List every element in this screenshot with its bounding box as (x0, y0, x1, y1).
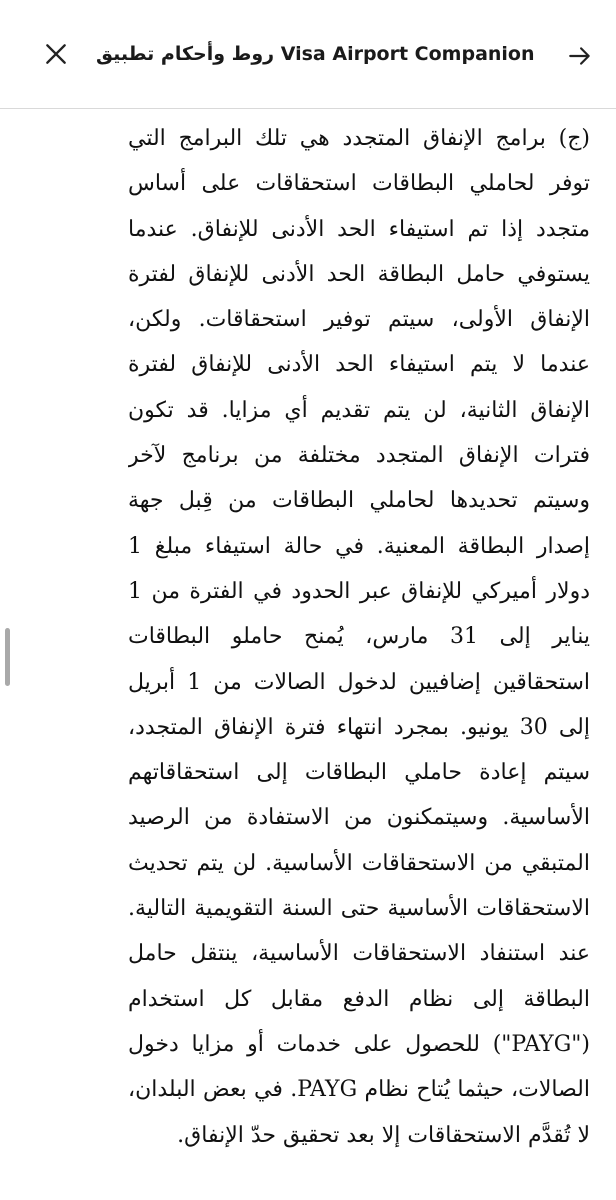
page-title: روط وأحكام تطبيق Visa Airport Companion (96, 43, 535, 65)
terms-paragraph: (ج) برامج الإنفاق المتجدد هي تلك البرامج التي توفر لحاملي البطاقات استحقاقات على أساس متجدد إذا تم استيفاء الحد الأدنى للإنفاق. عندما يستوفي حامل البطاقة الحد الأدنى للإنفاق لفترة الإنفاق الأولى، سيتم توفير استحقاقات. ولكن، عندما لا يتم استيفاء الحد الأدنى للإنفاق لفترة الإنفاق الثانية، لن يتم تقديم أي مزايا. قد تكون فترات الإنفاق المتجدد مختلفة من برنامج لآخر وسيتم تحديدها لحاملي البطاقات من قِبل جهة إصدار البطاقة المعنية. في حالة استيفاء مبلغ 1 دولار أميركي للإنفاق عبر الحدود في الفترة من 1 يناير إلى 31 مارس، يُمنح حاملو البطاقات استحقاقين إضافيين لدخول الصالات من 1 أبريل إلى 30 يونيو. بمجرد انتهاء فترة الإنفاق المتجدد، سيتم إعادة حاملي البطاقات إلى استحقاقاتهم الأساسية. وسيتمكنون من الاستفادة من الرصيد المتبقي من الاستحقاقات الأساسية. لن يتم تحديث الاستحقاقات الأساسية حتى السنة التقويمية التالية. عند استنفاد الاستحقاقات الأساسية، ينتقل حامل البطاقة إلى نظام الدفع مقابل كل استخدام ("PAYG") للحصول على خدمات أو مزايا دخول الصالات، حيثما يُتاح نظام PAYG. في بعض البلدان، لا تُقدَّم الاستحقاقات إلا بعد تحقيق حدّ الإنفاق. (128, 126, 590, 1148)
close-icon (43, 41, 69, 67)
forward-button[interactable] (560, 36, 600, 76)
top-bar (0, 0, 616, 109)
scrollbar-thumb[interactable] (5, 628, 10, 686)
close-button[interactable] (36, 34, 76, 74)
terms-content (128, 116, 590, 1196)
arrow-right-icon (567, 43, 593, 69)
